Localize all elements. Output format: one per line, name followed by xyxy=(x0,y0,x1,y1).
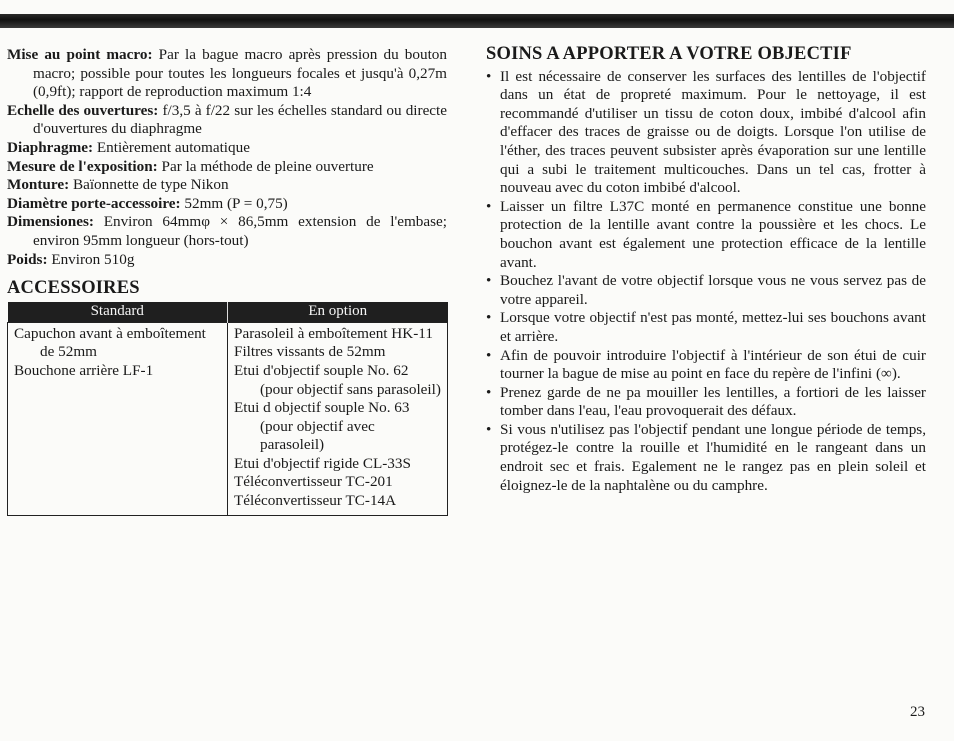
list-item: • Si vous n'utilisez pas l'objectif pendant une longue période de temps, protégez-le contre la rouille et l'humidité en le rangeant dans un endroit sec et frais. Egalement ne le rangez pas en plein soleil et éloignez-le de la naphtalène ou du camphre. xyxy=(486,420,926,494)
list-item: • Laisser un filtre L37C monté en permanence constitue une bonne protection de la lentille avant contre la poussière et les chocs. Le bouchon avant est également une protection efficace de la lentille avant. xyxy=(486,197,926,271)
spec-metering: Mesure de l'exposition: Par la méthode de pleine ouverture xyxy=(7,157,374,175)
list-item: Téléconvertisseur TC-201 xyxy=(234,473,393,491)
list-item: • Afin de pouvoir introduire l'objectif à l'intérieur de son étui de cuir tourner la bague de mise au point en face du repère de l'infini (∞). xyxy=(486,346,926,383)
bullet-icon: • xyxy=(486,197,492,215)
optional-accessories-cell xyxy=(228,322,448,515)
spec-macro: Mise au point macro: Par la bague macro après pression du bouton macro; possible pour toutes les longueurs focales et jusqu'à 0,27m (0,9ft); rapport de reproduction maximum 1:4 xyxy=(7,46,447,101)
care-heading: SOINS A APPORTER A VOTRE OBJECTIF xyxy=(486,44,852,64)
list-item: Etui d objectif souple No. 63 (pour objectif avec parasoleil) xyxy=(234,399,410,454)
list-item: Téléconvertisseur TC-14A xyxy=(234,492,397,510)
spec-weight: Poids: Environ 510g xyxy=(7,250,135,268)
list-item: • Prenez garde de ne pa mouiller les lentilles, a fortiori de les laisser tomber dans l'eau, l'eau provoquerait des défaux. xyxy=(486,383,926,420)
spec-mount: Monture: Baïonnette de type Nikon xyxy=(7,176,229,194)
standard-accessories-cell xyxy=(8,322,228,515)
list-item: • Il est nécessaire de conserver les surfaces des lentilles de l'objectif dans un état de propreté maximum. Pour le nettoyage, il est recommandé d'utiliser un tissu de coton doux, imbibé d'alcool afin d'effacer des traces de graisse ou de doigts. Lorsque l'on utilise de l'éther, des traces peuvent subsister après évaporation sur une lentille qui a subi le traitement multicouches. Dans un tel cas, frotter à nouveau avec du coton imbibé d'alcool. xyxy=(486,67,926,197)
page-number: 23 xyxy=(910,704,925,720)
bullet-icon: • xyxy=(486,272,492,290)
spec-diaphragm: Diaphragme: Entièrement automatique xyxy=(7,138,250,156)
specifications xyxy=(7,46,447,269)
column-header-option: En option xyxy=(228,302,448,323)
accessories-heading: ACCESSOIRES xyxy=(7,278,140,299)
accessories-table xyxy=(7,302,448,516)
list-item: Filtres vissants de 52mm xyxy=(234,343,386,361)
bullet-icon: • xyxy=(486,67,492,85)
bullet-icon: • xyxy=(486,420,492,438)
spec-dimensions: Dimensiones: Environ 64mmφ × 86,5mm extension de l'embase; environ 95mm longueur (hors-tout) xyxy=(7,213,447,249)
list-item: Parasoleil à emboîtement HK-11 xyxy=(234,324,433,342)
list-item: • Bouchez l'avant de votre objectif lorsque vous ne vous servez pas de votre appareil. xyxy=(486,272,926,308)
bullet-icon: • xyxy=(486,309,492,327)
top-black-bar xyxy=(0,14,954,28)
left-column xyxy=(7,46,447,516)
bullet-icon: • xyxy=(486,383,492,401)
list-item: Etui d'objectif souple No. 62 (pour objectif sans parasoleil) xyxy=(234,361,441,398)
list-item: Etui d'objectif rigide CL-33S xyxy=(234,454,411,472)
list-item: Capuchon avant à emboîtement de 52mm xyxy=(14,324,206,361)
spec-aperture-scale: Echelle des ouvertures: f/3,5 à f/22 sur les échelles standard ou directe d'ouvertures du diaphragme xyxy=(7,101,448,138)
bullet-icon: • xyxy=(486,346,492,364)
list-item: Bouchone arrière LF-1 xyxy=(14,361,154,379)
spec-attachment-size: Diamètre porte-accessoire: 52mm (P = 0,75) xyxy=(7,194,288,212)
right-column xyxy=(486,46,926,495)
column-header-standard: Standard xyxy=(8,302,228,323)
list-item: • Lorsque votre objectif n'est pas monté, mettez-lui ses bouchons avant et arrière. xyxy=(486,309,926,345)
